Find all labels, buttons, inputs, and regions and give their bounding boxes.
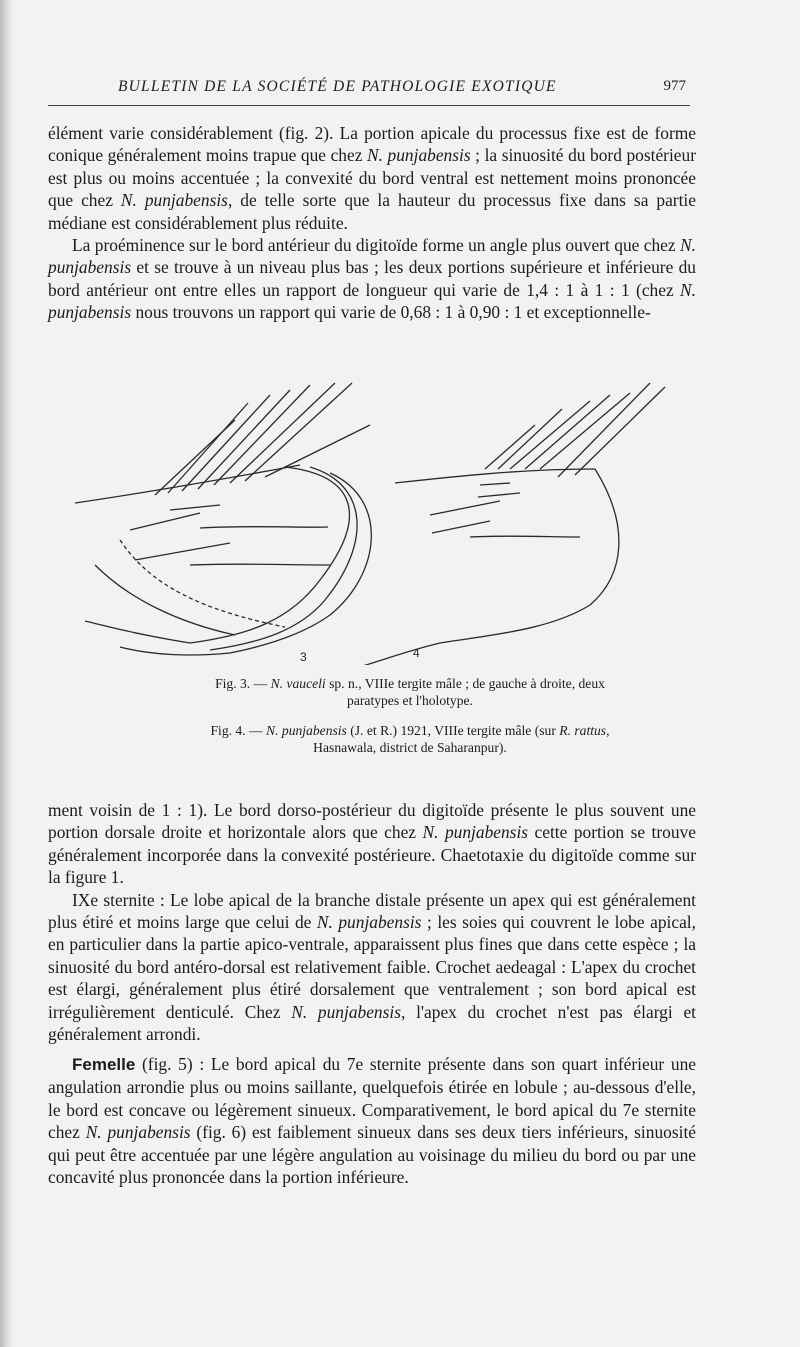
italic-term: N. punjabensis xyxy=(266,723,347,738)
header-rule xyxy=(48,105,690,106)
text-block-top xyxy=(48,122,696,324)
italic-term: N. punjabensis xyxy=(48,279,696,323)
figure-captions xyxy=(190,676,630,756)
figure-label-4: 4 xyxy=(413,646,420,660)
caption-fig-4: Fig. 4. — N. punjabensis (J. et R.) 1921, VIIIe tergite mâle (sur R. rattus, Hasnawala, district de Saharanpur). xyxy=(210,723,610,755)
paragraph: élément varie considérablement (fig. 2). La portion apicale du processus fixe est de forme conique généralement moins trapue que chez N. punjabensis ; la sinuosité du bord postérieur est plus ou moins accentuée ; la convexité du bord ventral est nettement moins prononcée que chez N. punjabensis, de telle sorte que la hauteur du processus fixe dans sa partie médiane est considérablement plus réduite. xyxy=(48,123,697,233)
paragraph: La proéminence sur le bord antérieur du digitoïde forme un angle plus ouvert que chez N. punjabensis et se trouve à un niveau plus bas ; les deux portions supérieure et inférieure du bord antérieur ont entre elles un rapport de longueur qui varie de 1,4 : 1 à 1 : 1 (chez N. punjabensis nous trouvons un rapport qui varie de 0,68 : 1 à 0,90 : 1 et exceptionnelle- xyxy=(48,235,696,323)
paragraph: ment voisin de 1 : 1). Le bord dorso-postérieur du digitoïde présente le plus souvent une portion dorsale droite et horizontale alors que chez N. punjabensis cette portion se trouve généralement incorporée dans la convexité postérieure. Chaetotaxie du digitoïde comme sur la figure 1. xyxy=(48,800,696,888)
figure-3-4 xyxy=(70,365,680,665)
text-block-middle xyxy=(48,799,696,1045)
italic-term: N. punjabensis xyxy=(120,190,228,211)
paragraph-femelle xyxy=(48,1053,696,1188)
section-lead-femelle: Femelle xyxy=(72,1055,136,1074)
italic-term: N. punjabensis xyxy=(367,145,471,166)
text-block-bottom xyxy=(48,1053,696,1188)
figure-3-drawing xyxy=(75,383,371,655)
journal-title: BULLETIN DE LA SOCIÉTÉ DE PATHOLOGIE EXOTIQUE xyxy=(118,78,557,95)
figure-label-3: 3 xyxy=(300,650,307,664)
italic-term: N. punjabensis xyxy=(48,235,696,278)
page-edge-shadow xyxy=(0,0,14,1347)
caption-fig-3: Fig. 3. — N. vauceli sp. n., VIIIe tergite mâle ; de gauche à droite, deux paratypes et l'holotype. xyxy=(215,676,605,708)
italic-term: R. rattus xyxy=(559,723,607,738)
italic-term: N. punjabensis xyxy=(316,912,422,933)
paragraph-body: (fig. 5) : Le bord apical du 7e sternite présente dans son quart inférieur une angulation arrondie plus ou moins saillante, quelquefois étirée en lobule ; au-dessous d'elle, le bord est concave ou légèrement sinueux. Comparativement, le bord apical du 7e sternite chez N. punjabensis (fig. 6) est faiblement sinueux dans ses deux tiers inférieurs, sinuosité qui peut être accentuée par une légère angulation au voisinage du milieu du bord ou par une concavité plus prononcée dans la portion inférieure. xyxy=(48,1054,696,1188)
italic-term: N. punjabensis xyxy=(422,822,529,843)
running-header xyxy=(48,78,688,102)
paragraph: IXe sternite : Le lobe apical de la branche distale présente un apex qui est généralement plus étiré et moins large que celui de N. punjabensis ; les soies qui couvrent le lobe apical, en particulier dans la partie apico-ventrale, apparaissent plus fines que dans cette espèce ; la sinuosité du bord antéro-dorsal est relativement faible. Crochet aedeagal : L'apex du crochet est élargi, généralement plus étiré dorsalement que ventralement ; son bord apical est irrégulièrement denticulé. Chez N. punjabensis, l'apex du crochet n'est pas élargi et généralement arrondi. xyxy=(48,889,696,1045)
page-number: 977 xyxy=(663,78,686,94)
italic-term: N. punjabensis xyxy=(85,1122,191,1143)
italic-term: N. vauceli xyxy=(270,676,326,691)
figure-4-drawing xyxy=(330,383,665,665)
italic-term: N. punjabensis xyxy=(291,1001,401,1022)
